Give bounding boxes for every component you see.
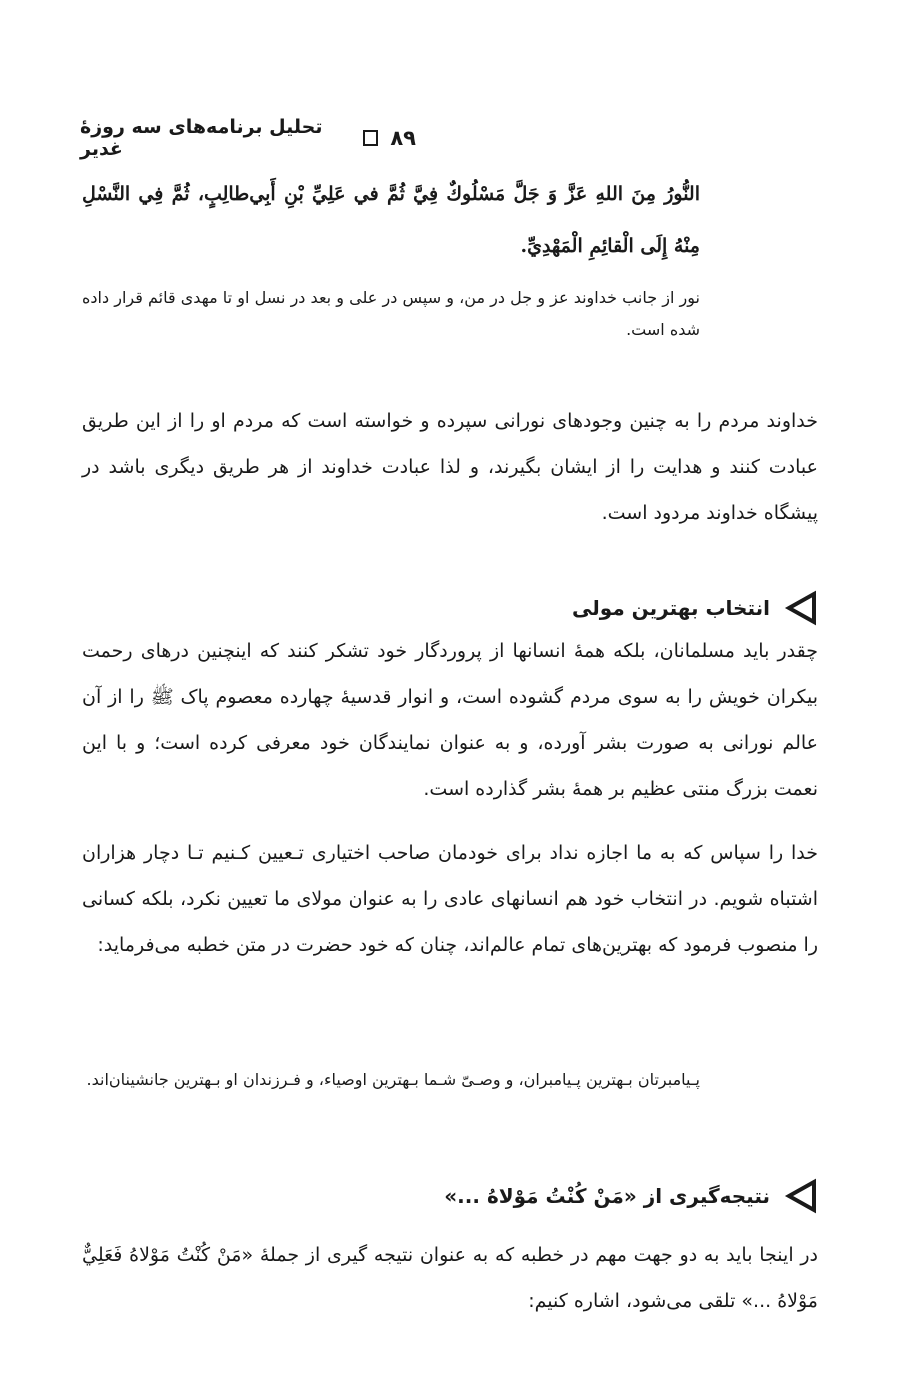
page-number: ۸۹ — [390, 126, 416, 150]
block-quote: پـیامبرتان بـهترین پـیامبران، و وصـیّ شـما بـهترین اوصیاء، و فـرزندان او بـهترین جانشینان‌اند. — [86, 1070, 700, 1089]
triangle-left-icon — [784, 590, 818, 626]
paragraph: در اینجا باید به دو جهت مهم در خطبه که به عنوان نتیجه گیری از جملهٔ «مَنْ كُنْتُ مَوْلاهُ فَعَلِيٌّ مَوْلاهُ ...» تلقی می‌شود، اشاره کنیم: — [82, 1244, 818, 1312]
separator-box-icon — [363, 130, 378, 146]
paragraph: چقدر باید مسلمانان، بلکه همهٔ انسانها از پروردگار خود تشکر کنند که اینچنین درهای رحمت بیکران خویش را به سوی مردم گشوده است، و انوار قدسیهٔ چهارده معصوم پاک ﷺ را از آن عالم نورانی به صورت بشر آورده، و به عنوان نمایندگان خود معرفی کرده است؛ و با این نعمت بزرگ منتی عظیم بر همهٔ بشر گذارده است. — [82, 640, 818, 800]
arabic-hadith: النُّورُ مِنَ اللهِ عَزَّ وَ جَلَّ مَسْلُوكٌ فِيَّ ثُمَّ في عَلِيِّ بْنِ أَبِي‌طالِبٍ، ثُمَّ فِي النَّسْلِ مِنْهُ إِلَى الْقائِمِ الْمَهْدِيِّ. — [82, 183, 700, 257]
running-title: تحلیل برنامه‌های سه روزهٔ غدیر — [80, 116, 323, 160]
section-heading-text: نتیجه‌گیری از «مَنْ كُنْتُ مَوْلاهُ ...» — [444, 1184, 770, 1208]
triangle-left-icon — [784, 1178, 818, 1214]
section-heading-text: انتخاب بهترین مولی — [572, 596, 770, 620]
section-heading — [572, 590, 818, 626]
paragraph: خداوند مردم را به چنین وجودهای نورانی سپرده و خواسته است که مردم او را از این طریق عبادت کنند و هدایت را از ایشان بگیرند، و لذا عبادت خداوند از هر طریق دیگری باشد در پیشگاه خداوند مردود است. — [82, 410, 818, 524]
paragraph: خدا را سپاس که به ما اجازه نداد برای خودمان صاحب اختیاری تـعیین کـنیم تـا دچار هزاران اشتباه شویم. در انتخاب خود هم انسانهای عادی را به عنوان مولای ما تعیین نکرد، بلکه کسانی را منصوب فرمود که بهترین‌های تمام عالم‌اند، چنان که خود حضرت در متن خطبه می‌فرماید: — [82, 842, 818, 956]
running-head — [80, 116, 416, 160]
section-heading — [444, 1178, 818, 1214]
hadith-translation: نور از جانب خداوند عز و جل در من، و سپس در علی و بعد در نسل او تا مهدی قائم قرار داده شده است. — [82, 288, 700, 339]
